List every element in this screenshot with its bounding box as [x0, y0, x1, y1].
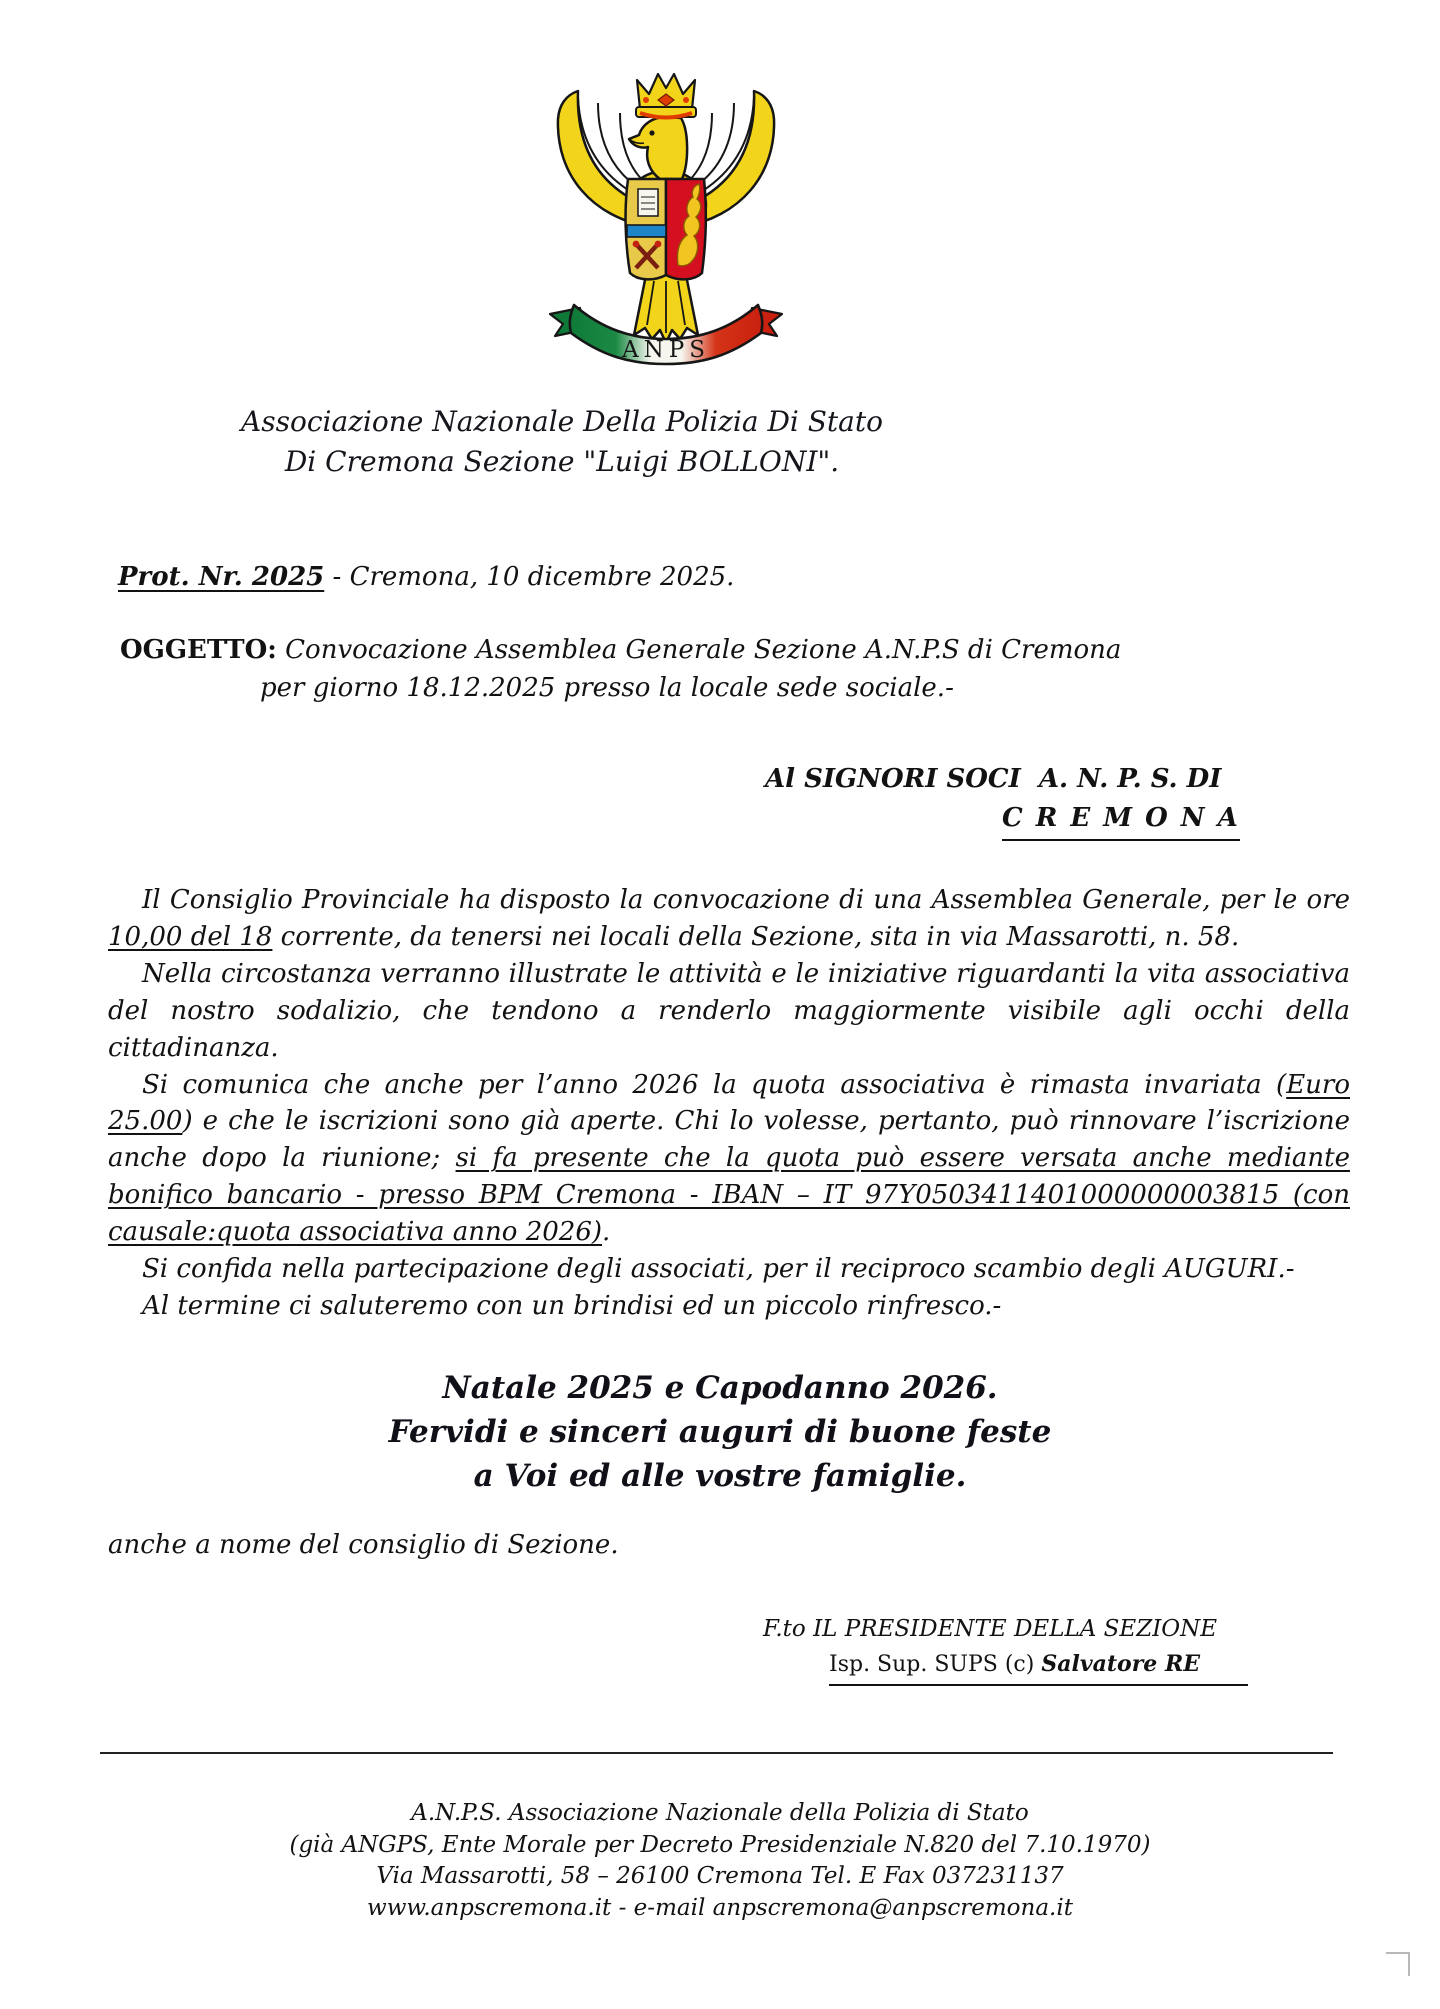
letterhead-title	[0, 402, 1124, 482]
body-paragraph-1	[108, 882, 1350, 956]
anps-emblem	[540, 66, 792, 368]
underlined-run: 10,00 del 18	[108, 921, 273, 952]
signature-rank: Isp. Sup. SUPS (c)	[829, 1651, 1042, 1677]
subject-line2: per giorno 18.12.2025 presso la locale sede sociale.-	[260, 672, 954, 703]
signature-name: Salvatore RE	[1041, 1650, 1201, 1677]
recipient-block	[765, 760, 1240, 841]
holiday-greeting	[100, 1366, 1340, 1498]
text-run: Al termine ci saluteremo con un brindisi ed un piccolo rinfresco.-	[142, 1290, 1002, 1321]
eagle-head-icon	[629, 117, 687, 179]
recipient-city: C R E M O N A	[1002, 799, 1240, 841]
anps-banner-text: ANPS	[622, 337, 710, 363]
greeting-line1: Natale 2025 e Capodanno 2026.	[442, 1370, 998, 1406]
body-paragraph-4	[108, 1251, 1350, 1288]
letter-footer	[100, 1798, 1340, 1925]
signature-block	[763, 1612, 1248, 1686]
body-paragraph-2	[108, 956, 1350, 1067]
underlined-run: Euro 25.00	[108, 1069, 1350, 1137]
letterhead-title-line1: Associazione Nazionale Della Polizia Di Stato	[241, 405, 883, 438]
footer-line4: www.anpscremona.it - e-mail anpscremona@anpscremona.it	[367, 1895, 1073, 1922]
subject-label: OGGETTO:	[120, 635, 277, 665]
protocol-number: Prot. Nr. 2025	[118, 562, 325, 592]
protocol-date: - Cremona, 10 dicembre 2025.	[324, 562, 735, 592]
closing-line: anche a nome del consiglio di Sezione.	[108, 1530, 619, 1560]
greeting-line2: Fervidi e sinceri auguri di buone feste	[388, 1414, 1052, 1451]
greeting-line3: a Voi ed alle vostre famiglie.	[473, 1458, 967, 1495]
text-run: .	[602, 1217, 611, 1248]
body-paragraph-3	[108, 1067, 1350, 1252]
footer-line1: A.N.P.S. Associazione Nazionale della Polizia di Stato	[411, 1800, 1029, 1826]
subject-block	[120, 632, 1320, 707]
text-run: Il Consiglio Provinciale ha disposto la convocazione di una Assemblea Generale, per le ore	[142, 885, 1350, 915]
tail-feathers-icon	[634, 275, 698, 343]
footer-line3: Via Massarotti, 58 – 26100 Cremona Tel. E Fax 037231137	[376, 1863, 1064, 1890]
footer-divider	[100, 1752, 1333, 1754]
body-paragraph-5	[108, 1288, 1350, 1325]
protocol-line	[118, 562, 734, 592]
footer-line2: (già ANGPS, Ente Morale per Decreto Presidenziale N.820 del 7.10.1970)	[289, 1831, 1151, 1858]
recipient-line1: Al SIGNORI SOCI A. N. P. S. DI	[765, 764, 1222, 794]
text-run: corrente, da tenersi nei locali della Sezione, sita in via Massarotti, n. 58.	[272, 921, 1240, 952]
police-eagle-emblem	[540, 66, 792, 368]
crown-icon	[636, 74, 696, 118]
subject-line1: Convocazione Assemblea Generale Sezione A.N.P.S di Cremona	[285, 635, 1122, 665]
text-run: Si comunica che anche per l’anno 2026 la quota associativa è rimasta invariata (	[142, 1069, 1287, 1100]
text-run: ) e che le iscrizioni sono già aperte. Chi lo volesse, pertanto, può rinnovare l’iscrizione anche dopo la riunione;	[108, 1106, 1350, 1174]
scan-corner-mark	[1386, 1952, 1410, 1976]
text-run: Nella circostanza verranno illustrate le attività e le iniziative riguardanti la vita associativa del nostro sodalizio, che tendono a renderlo maggiormente visibile agli occhi della cittadinanza.	[108, 958, 1350, 1063]
signature-title: F.to IL PRESIDENTE DELLA SEZIONE	[763, 1616, 1218, 1642]
letterhead-title-line2: Di Cremona Sezione "Luigi BOLLONI".	[284, 444, 840, 478]
underlined-run: si fa presente che la quota può essere versata anche mediante bonifico bancario - presso BPM Cremona - IBAN – IT 97Y0503411401000000003815 (con causale:quota associativa anno 2026)	[108, 1143, 1350, 1248]
letter-body	[108, 882, 1350, 1325]
signature-name-line	[829, 1648, 1248, 1686]
text-run: Si confida nella partecipazione degli associati, per il reciproco scambio degli AUGURI.-	[142, 1254, 1295, 1285]
chest-shield-icon	[626, 179, 706, 279]
